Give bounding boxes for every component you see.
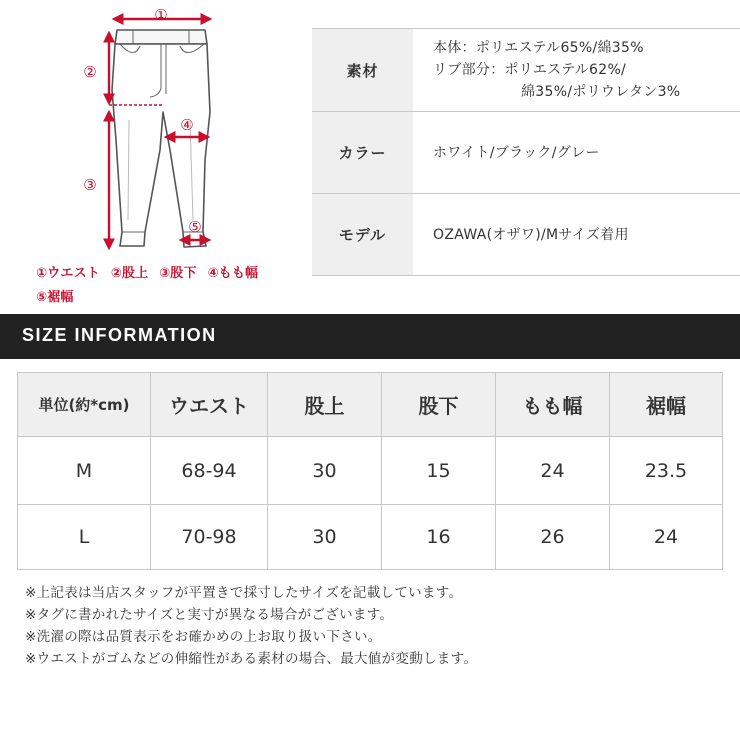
- material-line: 本体：ポリエステル65%/綿35%: [433, 40, 644, 56]
- notes: [25, 582, 477, 670]
- model-line: OZAWA(オザワ)/Mサイズ着用: [433, 226, 629, 243]
- info-value-model: [413, 194, 740, 275]
- marker-5: ⑤: [188, 218, 202, 236]
- note-line: ※タグに書かれたサイズと実寸が異なる場合がございます。: [25, 607, 394, 623]
- rise-cell: 30: [268, 437, 382, 505]
- size-table-header: [18, 373, 723, 437]
- legend-rise: ②股上: [110, 266, 149, 281]
- header-hem: 裾幅: [610, 373, 723, 437]
- size-cell: M: [18, 437, 151, 505]
- hem-cell: 23.5: [610, 437, 723, 505]
- color-line: ホワイト/ブラック/グレー: [433, 144, 600, 161]
- legend-hem: ⑤裾幅: [36, 290, 74, 305]
- inseam-cell: 15: [382, 437, 496, 505]
- waist-cell: 68-94: [151, 437, 268, 505]
- size-info-banner: [0, 314, 740, 359]
- legend-thigh: ④もも幅: [207, 266, 259, 281]
- legend-line-2: [36, 286, 80, 305]
- header-unit: 単位(約*cm): [18, 373, 151, 437]
- table-row: [18, 505, 723, 570]
- legend-line-1: [36, 262, 264, 281]
- legend-waist: ①ウエスト: [36, 266, 101, 281]
- size-cell: L: [18, 505, 151, 570]
- rise-cell: 30: [268, 505, 382, 570]
- note-line: ※ウエストがゴムなどの伸縮性がある素材の場合、最大値が変動します。: [25, 651, 478, 667]
- info-label-material: 素材: [312, 29, 413, 111]
- header-waist: ウエスト: [151, 373, 268, 437]
- note-line: ※洗濯の際は品質表示をお確かめの上お取り扱い下さい。: [25, 629, 382, 645]
- hem-cell: 24: [610, 505, 723, 570]
- banner-title: SIZE INFORMATION: [22, 325, 217, 345]
- info-label-model: モデル: [312, 194, 413, 275]
- material-line: リブ部分：ポリエステル62%/: [433, 62, 627, 78]
- info-row-material: [312, 28, 740, 111]
- header-thigh: もも幅: [496, 373, 610, 437]
- info-row-model: [312, 193, 740, 276]
- material-line: 綿35%/ポリウレタン3%: [521, 84, 681, 100]
- header-inseam: 股下: [382, 373, 496, 437]
- note-line: ※上記表は当店スタッフが平置きで採寸したサイズを記載しています。: [25, 585, 463, 601]
- measurement-diagram: [0, 0, 300, 310]
- marker-1: ①: [154, 6, 168, 24]
- thigh-cell: 26: [496, 505, 610, 570]
- waist-cell: 70-98: [151, 505, 268, 570]
- inseam-cell: 16: [382, 505, 496, 570]
- marker-2: ②: [83, 63, 97, 81]
- marker-4: ④: [180, 116, 194, 134]
- info-row-color: [312, 111, 740, 193]
- info-value-color: [413, 112, 740, 193]
- info-value-material: [413, 29, 740, 111]
- thigh-cell: 24: [496, 437, 610, 505]
- header-rise: 股上: [268, 373, 382, 437]
- table-row: [18, 437, 723, 505]
- info-label-color: カラー: [312, 112, 413, 193]
- size-table: [17, 372, 723, 570]
- marker-3: ③: [83, 176, 97, 194]
- legend-inseam: ③股下: [159, 266, 197, 281]
